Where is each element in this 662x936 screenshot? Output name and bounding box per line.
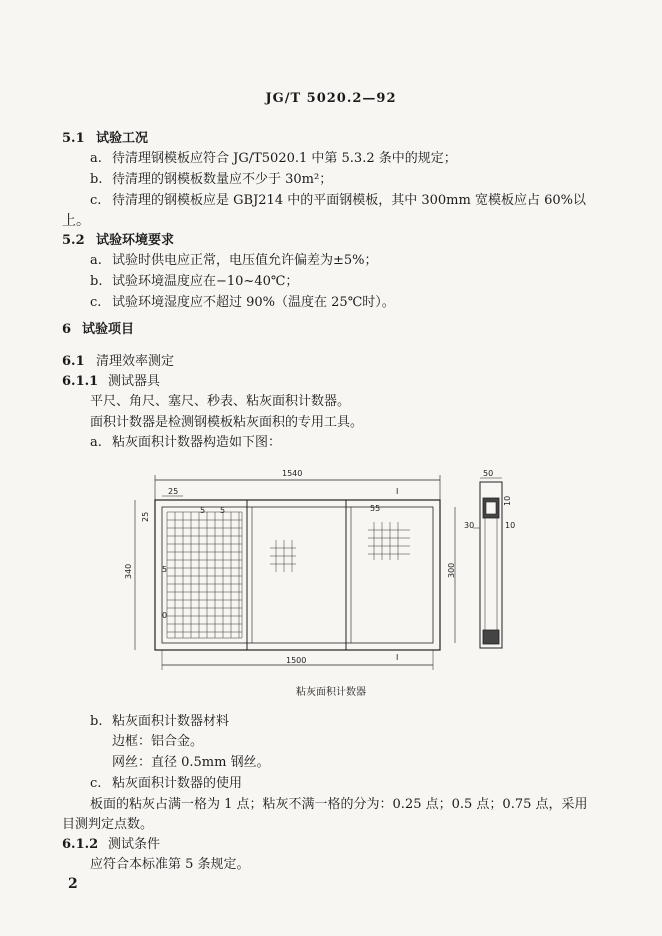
item-text: 粘灰面积计数器材料 — [112, 714, 230, 729]
dim-5: 5 — [220, 506, 226, 515]
item-text: 待清理的钢模板数量应不少于 30m²； — [112, 172, 333, 187]
section-number: 5.1 — [62, 131, 85, 146]
mark-0: 0 — [162, 611, 168, 620]
section-number: 6.1 — [62, 354, 85, 369]
section-number: 6.1.1 — [62, 374, 99, 389]
section-number: 6 — [62, 322, 72, 337]
item-text: 试验环境温度应在−10~40℃； — [112, 274, 299, 289]
dim-left: 340 — [124, 563, 133, 579]
section-title: 试验环境要求 — [96, 233, 175, 248]
partial-grid-right — [368, 522, 410, 560]
mark-5b: 5 — [200, 506, 206, 515]
page-number: 2 — [68, 876, 78, 892]
material-frame: 边框：铝合金。 — [112, 734, 204, 749]
section-title: 测试条件 — [108, 837, 161, 852]
item-5-1-c-continued: 上。 — [62, 213, 90, 229]
dim-55: 55 — [370, 504, 381, 513]
item-6-1-1-c — [90, 776, 242, 792]
section-mark-top: I — [396, 487, 399, 496]
dim-sec-r1: 10 — [503, 495, 512, 506]
section-number: 6.1.2 — [62, 837, 99, 852]
section-title: 清理效率测定 — [96, 354, 175, 369]
item-label: a. — [90, 151, 102, 166]
dim-bottom: 1500 — [286, 656, 307, 665]
material-wire: 网丝：直径 0.5mm 钢丝。 — [112, 755, 270, 770]
item-label: b. — [90, 714, 103, 729]
dim-sec-left: 30 — [464, 521, 475, 530]
item-text: 试验时供电应正常，电压值允许偏差为±5%； — [112, 253, 378, 268]
section-title: 试验项目 — [82, 322, 135, 337]
item-label: c. — [90, 776, 102, 791]
dim-sec-width: 50 — [483, 469, 494, 478]
dim-25-left: 25 — [141, 511, 150, 522]
item-label: c. — [90, 193, 102, 208]
usage-line-2: 目测判定点数。 — [62, 817, 154, 832]
item-text: 试验环境湿度应不超过 90%（温度在 25℃时）。 — [112, 295, 395, 310]
paragraph: 面积计数器是检测钢模板粘灰面积的专用工具。 — [90, 415, 364, 430]
paragraph: 平尺、角尺、塞尺、秒表、粘灰面积计数器。 — [90, 394, 351, 409]
partial-grid-middle — [270, 540, 296, 572]
item-text: 待清理的钢模板应是 GBJ214 中的平面钢模板，其中 300mm 宽模板应占 60%以 — [112, 193, 586, 208]
section-number: 5.2 — [62, 233, 85, 248]
item-text: 粘灰面积计数器构造如下图： — [112, 435, 282, 450]
dim-25-top: 25 — [168, 487, 179, 496]
item-label: b. — [90, 274, 103, 289]
item-text: 待清理钢模板应符合 JG/T5020.1 中第 5.3.2 条中的规定； — [112, 151, 457, 166]
item-6-1-1-b — [90, 714, 229, 730]
item-label: b. — [90, 172, 103, 187]
mark-5a: 5 — [162, 565, 168, 574]
section-view — [473, 478, 502, 648]
usage-line-1: 板面的粘灰占满一格为 1 点；粘灰不满一格的分为：0.25 点；0.5 点；0.75 点，采用 — [90, 797, 588, 812]
item-text: 粘灰面积计数器的使用 — [112, 776, 243, 791]
item-label: a. — [90, 435, 102, 450]
item-label: a. — [90, 253, 102, 268]
page-header: JG/T 5020.2—92 — [265, 91, 397, 106]
figure-caption: 粘灰面积计数器 — [296, 687, 366, 698]
item-label: c. — [90, 295, 102, 310]
dim-right: 300 — [447, 562, 456, 578]
section-mark-bottom: I — [396, 653, 399, 662]
paragraph: 应符合本标准第 5 条规定。 — [90, 857, 250, 872]
section-6-1-2 — [62, 837, 160, 853]
section-title: 试验工况 — [96, 131, 149, 146]
dim-top: 1540 — [282, 469, 303, 478]
wire-grid — [167, 512, 242, 638]
section-title: 测试器具 — [108, 374, 161, 389]
dim-sec-r2: 10 — [505, 521, 516, 530]
